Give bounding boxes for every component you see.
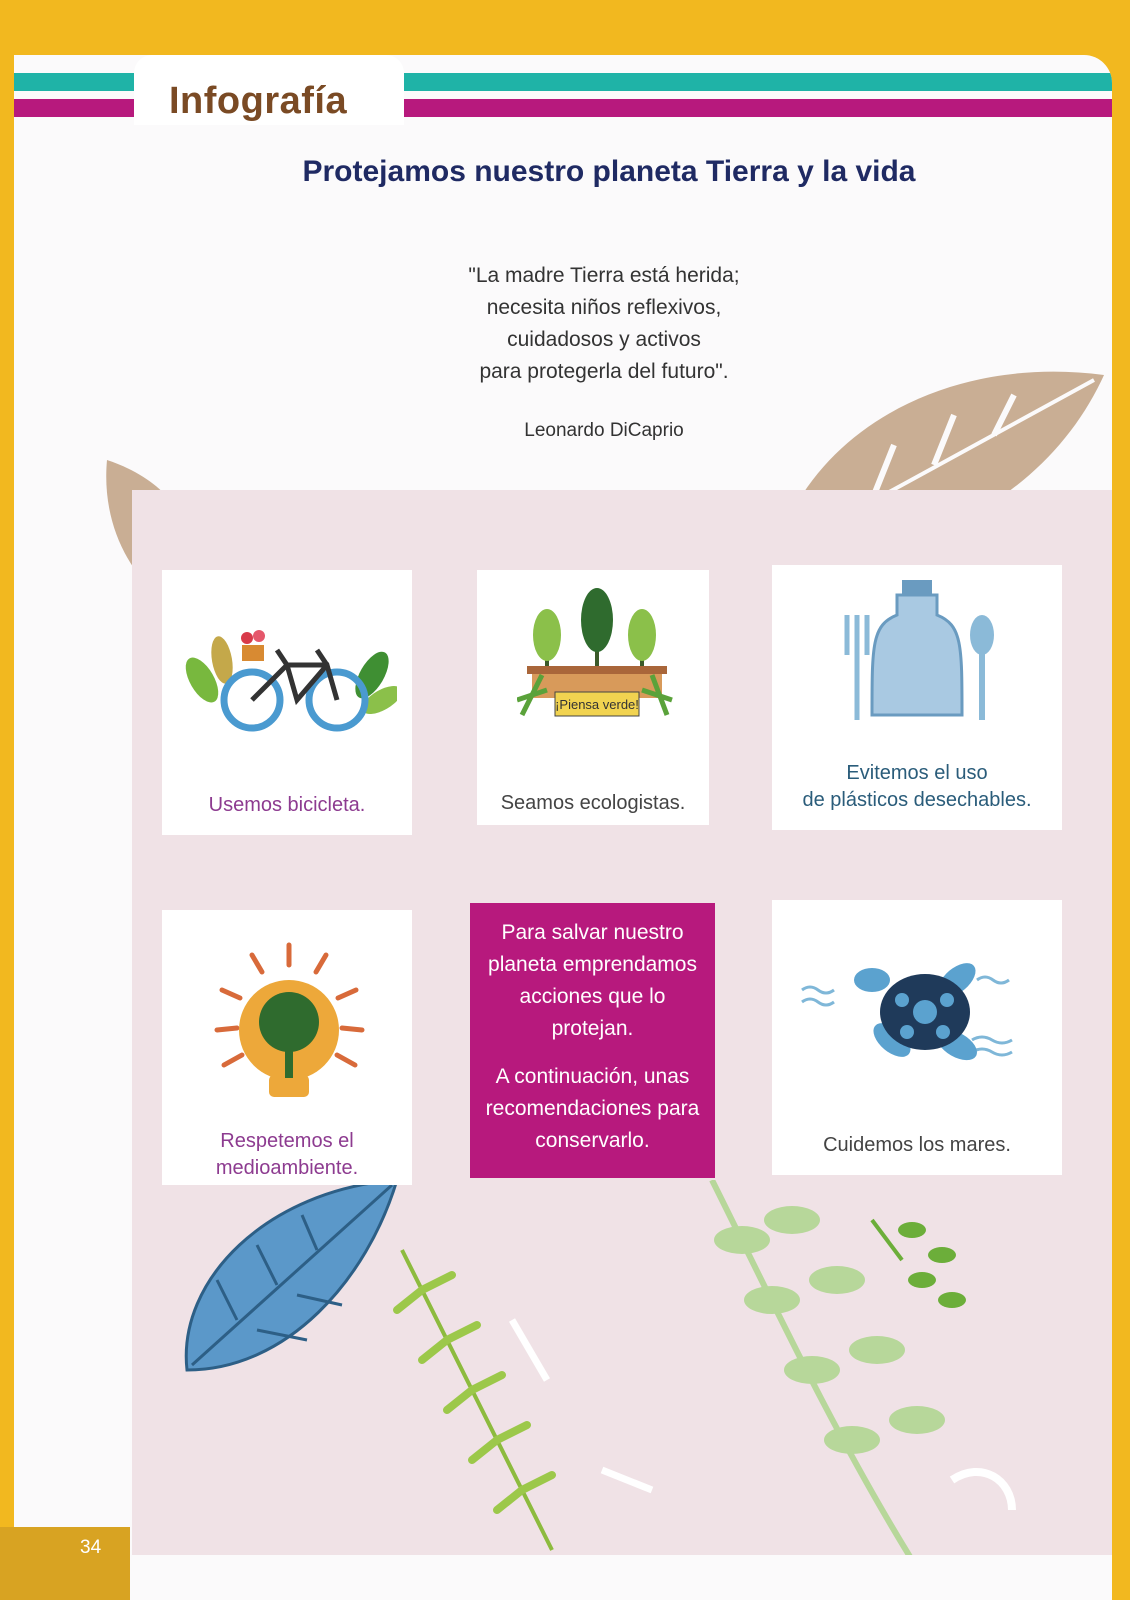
- intro-box: [470, 903, 715, 1178]
- page-number-tab: [0, 1527, 130, 1600]
- quote: [394, 260, 814, 388]
- card-bicycle: [162, 570, 412, 835]
- section-label: Infografía: [169, 80, 348, 122]
- intro-line: Para salvar nuestro: [501, 921, 684, 944]
- card-environment: [162, 910, 412, 1185]
- quote-line: cuidadosos y activos: [507, 328, 701, 351]
- card-seas: [772, 900, 1062, 1175]
- card-caption: Seamos ecologistas.: [500, 792, 686, 814]
- intro-line: conservarlo.: [535, 1129, 650, 1152]
- green-branches-icon: [652, 1180, 1072, 1555]
- card-caption-line: de plásticos desechables.: [802, 789, 1032, 811]
- plants-pot-icon: [517, 580, 677, 725]
- quote-author: Leonardo DiCaprio: [524, 420, 684, 441]
- bicycle-icon: [177, 590, 397, 760]
- intro-line: protejan.: [551, 1017, 634, 1040]
- intro-line: planeta emprendamos: [488, 953, 697, 976]
- card-plastic: [772, 565, 1062, 830]
- sea-turtle-icon: [797, 940, 1042, 1080]
- intro-line: acciones que lo: [519, 985, 666, 1008]
- page-number: 34: [80, 1537, 102, 1558]
- quote-line: necesita niños reflexivos,: [486, 296, 722, 319]
- intro-line: A continuación, unas: [495, 1065, 690, 1088]
- infographic-collage: [132, 490, 1112, 1555]
- card-caption-line: medioambiente.: [215, 1157, 359, 1179]
- card-caption: Cuidemos los mares.: [823, 1134, 1011, 1156]
- card-ecologistas: [477, 570, 709, 825]
- pot-label: ¡Piensa verde!: [555, 697, 639, 712]
- lightbulb-tree-icon: [212, 940, 367, 1110]
- quote-line: para protegerla del futuro".: [479, 360, 729, 383]
- plastic-bottle-cutlery-icon: [832, 575, 1002, 725]
- blue-leaf-icon: [177, 1170, 407, 1380]
- book-page: [14, 55, 1112, 1600]
- intro-line: recomendaciones para: [485, 1097, 700, 1120]
- card-caption: Usemos bicicleta.: [208, 794, 366, 816]
- page-title: Protejamos nuestro planeta Tierra y la vida: [302, 155, 916, 188]
- card-caption-line: Respetemos el: [220, 1130, 354, 1152]
- quote-line: "La madre Tierra está herida;: [468, 264, 740, 287]
- card-caption-line: Evitemos el uso: [846, 762, 988, 784]
- white-dashes-icon: [502, 1300, 662, 1500]
